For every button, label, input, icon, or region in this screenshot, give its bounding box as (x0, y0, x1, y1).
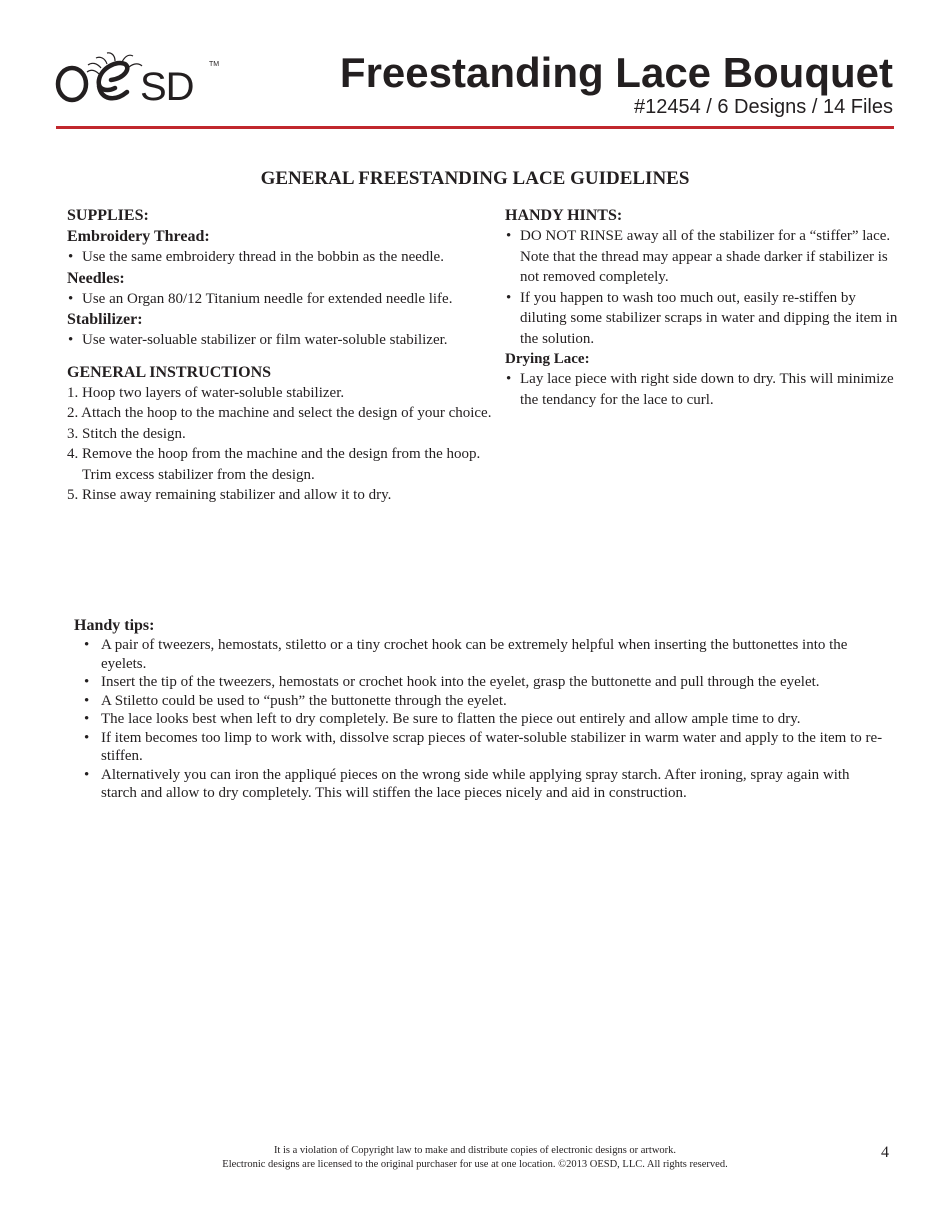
list-item: • The lace looks best when left to dry completely. Be sure to flatten the piece out entirely and allow ample time to dry. (74, 710, 884, 729)
list-item: • Use the same embroidery thread in the bobbin as the needle. (67, 247, 492, 268)
page-number: 4 (881, 1144, 889, 1161)
oesd-logo-mark (55, 52, 225, 108)
thread-heading: Embroidery Thread: (67, 228, 210, 245)
supplies-heading: SUPPLIES: (67, 207, 149, 224)
list-item: 5. Rinse away remaining stabilizer and allow it to dry. (67, 487, 392, 503)
list-item: • Insert the tip of the tweezers, hemostats or crochet hook into the eyelet, grasp the buttonette and pull through the eyelet. (74, 673, 884, 692)
thread-list (67, 247, 492, 268)
document-title: Freestanding Lace Bouquet (339, 49, 893, 96)
oesd-logo (55, 52, 225, 108)
svg-text:TM: TM (209, 61, 220, 68)
list-item: 4. Remove the hoop from the machine and the design from the hoop. Trim excess stabilizer from the design. (67, 446, 481, 483)
list-item: • Use water-soluable stabilizer or film water-soluble stabilizer. (67, 330, 492, 351)
tips-heading: Handy tips: (74, 617, 155, 634)
document-subtitle: #12454 / 6 Designs / 14 Files (633, 96, 893, 118)
list-item: • If item becomes too limp to work with, dissolve scrap pieces of water-soluble stabilizer in warm water and apply to the item to re-stiffen. (74, 729, 884, 766)
list-item: • A pair of tweezers, hemostats, stiletto or a tiny crochet hook can be extremely helpful when inserting the buttonettes into the eyelets. (74, 636, 884, 673)
section-heading: GENERAL FREESTANDING LACE GUIDELINES (260, 168, 690, 189)
footer-line-2: Electronic designs are licensed to the original purchaser for use at one location. ©2013 OESD, LLC. All rights reserved. (222, 1159, 728, 1170)
hints-heading: HANDY HINTS: (505, 207, 623, 224)
list-item: • DO NOT RINSE away all of the stabilizer for a “stiffer” lace. Note that the thread may appear a shade darker if stabilizer is not removed completely. (505, 226, 900, 288)
list-item: 2. Attach the hoop to the machine and select the design of your choice. (67, 405, 492, 421)
needles-heading: Needles: (67, 269, 125, 287)
list-item: • Lay lace piece with right side down to dry. This will minimize the tendancy for the lace to curl. (505, 369, 900, 410)
tips-list (74, 636, 884, 803)
footer-line-1: It is a violation of Copyright law to make and distribute copies of electronic designs or artwork. (273, 1145, 677, 1156)
instructions-list (67, 383, 492, 506)
handy-tips (74, 615, 884, 803)
left-column (67, 205, 492, 506)
header-rule (56, 126, 894, 129)
list-item: • Use an Organ 80/12 Titanium needle for extended needle life. (67, 289, 492, 310)
drying-list (505, 369, 900, 410)
needles-list (67, 289, 492, 310)
list-item: 1. Hoop two layers of water-soluble stabilizer. (67, 384, 345, 401)
right-column (505, 205, 900, 410)
stabilizer-heading: Stablilizer: (67, 311, 143, 328)
list-item: 3. Stitch the design. (67, 425, 186, 442)
list-item: • Alternatively you can iron the appliqué pieces on the wrong side while applying spray starch. After ironing, spray again with starch and allow to dry completely. This will stiffen the lace pieces nicely and aid in construction. (74, 766, 884, 803)
copyright-footer (0, 1144, 950, 1172)
drying-heading: Drying Lace: (505, 351, 590, 367)
list-item: • A Stiletto could be used to “push” the buttonette through the eyelet. (74, 692, 884, 711)
hints-list (505, 226, 900, 349)
instructions-heading: GENERAL INSTRUCTIONS (67, 363, 272, 381)
svg-text:SD: SD (140, 65, 194, 108)
stabilizer-list (67, 330, 492, 351)
list-item: • If you happen to wash too much out, easily re-stiffen by diluting some stabilizer scraps in water and dipping the item in the solution. (505, 288, 900, 350)
